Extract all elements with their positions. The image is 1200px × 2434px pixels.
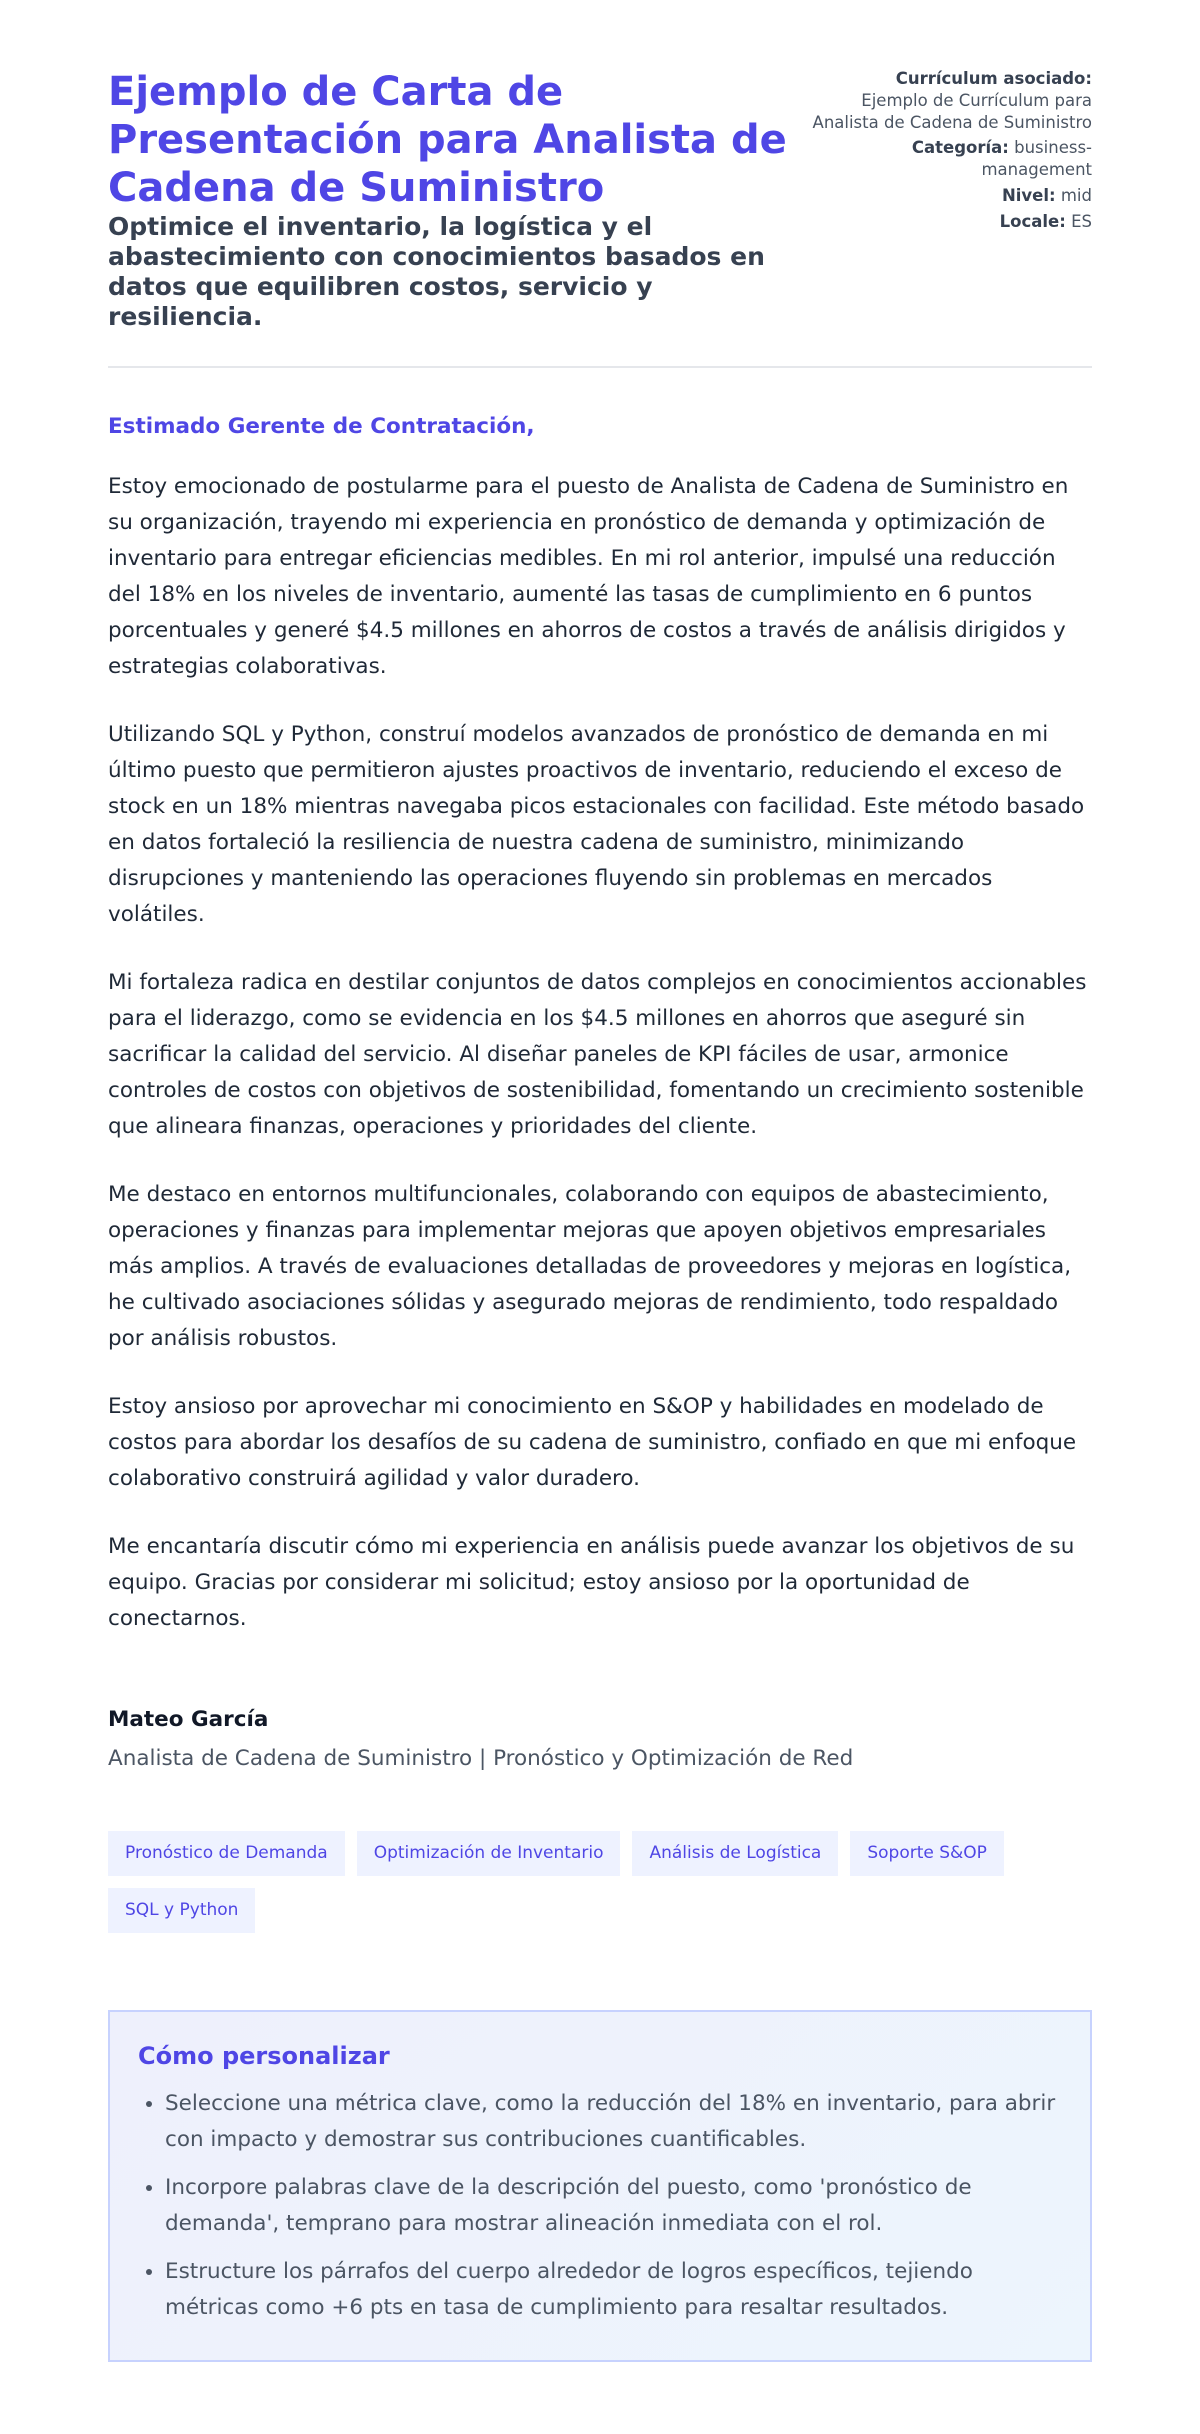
meta-level-value: mid [1060, 185, 1092, 205]
signature-name: Mateo García [108, 1707, 269, 1732]
letter-paragraph: Me encantaría discutir cómo mi experiencia en análisis puede avanzar los objetivos de su equipo. Gracias por considerar mi solicitud; estoy ansioso por la oportunidad de conectarnos. [108, 1534, 1075, 1631]
meta-level-label: Nivel: [1001, 185, 1056, 205]
letter-paragraph: Estoy ansioso por aprovechar mi conocimiento en S&OP y habilidades en modelado de costos para abordar los desafíos de su cadena de suministro, confiado en que mi enfoque colaborativo construirá agilidad y valor duradero. [108, 1394, 1077, 1491]
header-titles [108, 68, 808, 332]
customization-tips-box [108, 2010, 1092, 2362]
meta-resume [812, 68, 1092, 133]
skill-tag: SQL y Python [108, 1888, 255, 1933]
header-divider [108, 366, 1092, 368]
letter-paragraph: Estoy emocionado de postularme para el puesto de Analista de Cadena de Suministro en su organización, trayendo mi experiencia en pronóstico de demanda y optimización de inventario para entregar eficiencias medibles. En mi rol anterior, impulsé una reducción del 18% en los niveles de inventario, aumenté las tasas de cumplimiento en 6 puntos porcentuales y generé $4.5 millones en ahorros de costos a través de análisis dirigidos y estrategias colaborativas. [108, 474, 1069, 679]
letter-paragraph: Me destaco en entornos multifuncionales, colaborando con equipos de abastecimiento, operaciones y finanzas para implementar mejoras que apoyen objetivos empresariales más amplios. A través de evaluaciones detalladas de proveedores y mejoras en logística, he cultivado asociaciones sólidas y asegurado mejoras de rendimiento, todo respaldado por análisis robustos. [108, 1182, 1072, 1351]
signature [108, 1707, 1092, 1771]
letter-paragraph: Utilizando SQL y Python, construí modelos avanzados de pronóstico de demanda en mi último puesto que permitieron ajustes proactivos de inventario, reduciendo el exceso de stock en un 18% mientras navegaba picos estacionales con facilidad. Este método basado en datos fortaleció la resiliencia de nuestra cadena de suministro, minimizando disrupciones y manteniendo las operaciones fluyendo sin problemas en mercados volátiles. [108, 722, 1085, 927]
meta-level [812, 185, 1092, 207]
meta-category-value: business-management [981, 138, 1092, 180]
skill-tag: Optimización de Inventario [357, 1831, 621, 1876]
page-subtitle: Optimice el inventario, la logística y el abastecimiento con conocimientos basados en datos que equilibren costos, servicio y resiliencia. [108, 212, 765, 331]
meta-panel [812, 68, 1092, 236]
letter-body [108, 414, 1092, 1637]
letter-paragraph: Mi fortaleza radica en destilar conjuntos de datos complejos en conocimientos accionables para el liderazgo, como se evidencia en los $4.5 millones en ahorros que aseguré sin sacrificar la calidad del servicio. Al diseñar paneles de KPI fáciles de usar, armonice controles de costos con objetivos de sostenibilidad, fomentando un crecimiento sostenible que alineara finanzas, operaciones y prioridades del cliente. [108, 970, 1087, 1139]
meta-resume-label: Currículum asociado: [895, 69, 1092, 88]
meta-category-label: Categoría: [911, 138, 1009, 158]
skill-tag: Análisis de Logística [632, 1831, 838, 1876]
tip-item: • Incorpore palabras clave de la descripción del puesto, como 'pronóstico de demanda', temprano para mostrar alineación inmediata con el rol. [165, 2170, 1060, 2242]
letter-greeting: Estimado Gerente de Contratación, [108, 414, 535, 439]
tips-list [138, 2086, 1060, 2326]
tip-item: • Seleccione una métrica clave, como la reducción del 18% en inventario, para abrir con impacto y demostrar sus contribuciones cuantificables. [165, 2086, 1060, 2158]
page-title: Ejemplo de Carta de Presentación para Analista de Cadena de Suministro [108, 69, 787, 211]
meta-locale-value: ES [1071, 211, 1092, 231]
meta-locale-label: Locale: [999, 211, 1066, 231]
meta-resume-value: Ejemplo de Currículum para Analista de Cadena de Suministro [812, 90, 1092, 132]
tips-title: Cómo personalizar [138, 2042, 390, 2070]
skill-tag: Pronóstico de Demanda [108, 1831, 345, 1876]
meta-locale [812, 211, 1092, 233]
skill-tag: Soporte S&OP [850, 1831, 1004, 1876]
tip-item: • Estructure los párrafos del cuerpo alrededor de logros específicos, tejiendo métricas como +6 pts en tasa de cumplimiento para resaltar resultados. [165, 2254, 1060, 2326]
skill-tags [108, 1831, 1092, 1945]
meta-category [812, 137, 1092, 181]
signature-title: Analista de Cadena de Suministro | Pronóstico y Optimización de Red [108, 1746, 854, 1771]
header [108, 68, 1092, 332]
